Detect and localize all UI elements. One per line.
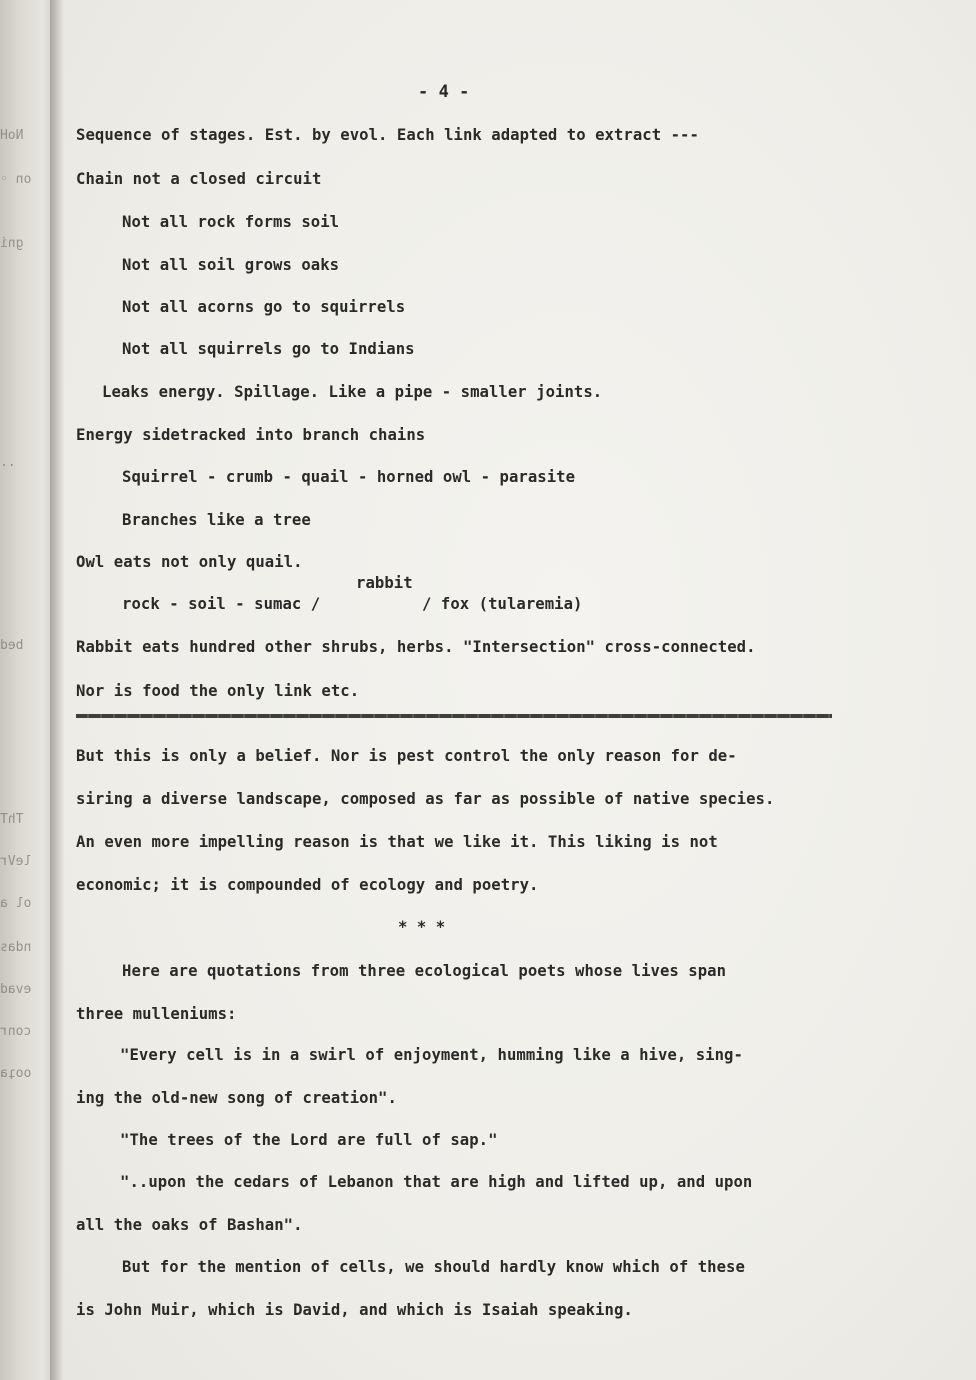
paragraph-line: is John Muir, which is David, and which is Isaiah speaking. — [76, 1301, 633, 1319]
paragraph-line: But for the mention of cells, we should hardly know which of these — [122, 1258, 745, 1276]
bleed-through-text: ol a — [0, 896, 32, 911]
bleed-through-text: .. — [0, 455, 16, 470]
paragraph-line: An even more impelling reason is that we like it. This liking is not — [76, 833, 718, 851]
paragraph-line: three mulleniums: — [76, 1005, 237, 1023]
quotation-line: all the oaks of Bashan". — [76, 1216, 303, 1234]
bleed-through-text: ooʇa — [0, 1066, 32, 1081]
paragraph-line: Here are quotations from three ecological poets whose lives span — [122, 962, 727, 980]
bleed-through-text: on ◦ — [0, 172, 32, 187]
bleed-through-text: evad — [0, 982, 32, 997]
paragraph-line: But this is only a belief. Nor is pest control the only reason for de- — [76, 747, 737, 765]
text-line: Not all soil grows oaks — [122, 256, 340, 274]
text-line: Owl eats not only quail. — [76, 553, 303, 571]
interlinear-insertion: rabbit — [356, 574, 413, 592]
paragraph-line: siring a diverse landscape, composed as far as possible of native species. — [76, 790, 775, 808]
text-line: Leaks energy. Spillage. Like a pipe - smaller joints. — [102, 383, 603, 401]
text-line: Not all rock forms soil — [122, 213, 340, 231]
quotation-line: "..upon the cedars of Lebanon that are high and lifted up, and upon — [120, 1173, 753, 1191]
text-line: Chain not a closed circuit — [76, 170, 322, 188]
page-number: - 4 - — [418, 82, 470, 102]
text-line: Not all acorns go to squirrels — [122, 298, 406, 316]
section-break-asterisks: * * * — [398, 918, 446, 936]
text-line: / fox (tularemia) — [422, 595, 583, 613]
text-line: Branches like a tree — [122, 511, 311, 529]
bleed-through-text: ThT — [0, 812, 24, 827]
bleed-through-text: bed — [0, 638, 24, 653]
bleed-through-text: ndas — [0, 940, 32, 955]
text-line: Sequence of stages. Est. by evol. Each link adapted to extract --- — [76, 126, 699, 144]
bleed-through-text: gni — [0, 236, 24, 251]
text-line: Rabbit eats hundred other shrubs, herbs. "Intersection" cross-connected. — [76, 638, 756, 656]
bleed-through-text: leVr — [0, 854, 32, 869]
quotation-line: "The trees of the Lord are full of sap." — [120, 1131, 498, 1149]
binding-gutter — [50, 0, 64, 1380]
bleed-through-text: NoH — [0, 128, 24, 143]
text-line: Energy sidetracked into branch chains — [76, 426, 426, 444]
text-line: rock - soil - sumac / — [122, 595, 321, 613]
quotation-line: ing the old-new song of creation". — [76, 1089, 397, 1107]
text-line: Not all squirrels go to Indians — [122, 340, 415, 358]
text-line: Nor is food the only link etc. — [76, 682, 360, 700]
text-line: Squirrel - crumb - quail - horned owl - parasite — [122, 468, 576, 486]
typed-divider-rule — [76, 714, 832, 718]
quotation-line: "Every cell is in a swirl of enjoyment, humming like a hive, sing- — [120, 1046, 743, 1064]
bleed-through-text: conr — [0, 1024, 32, 1039]
paragraph-line: economic; it is compounded of ecology and poetry. — [76, 876, 539, 894]
